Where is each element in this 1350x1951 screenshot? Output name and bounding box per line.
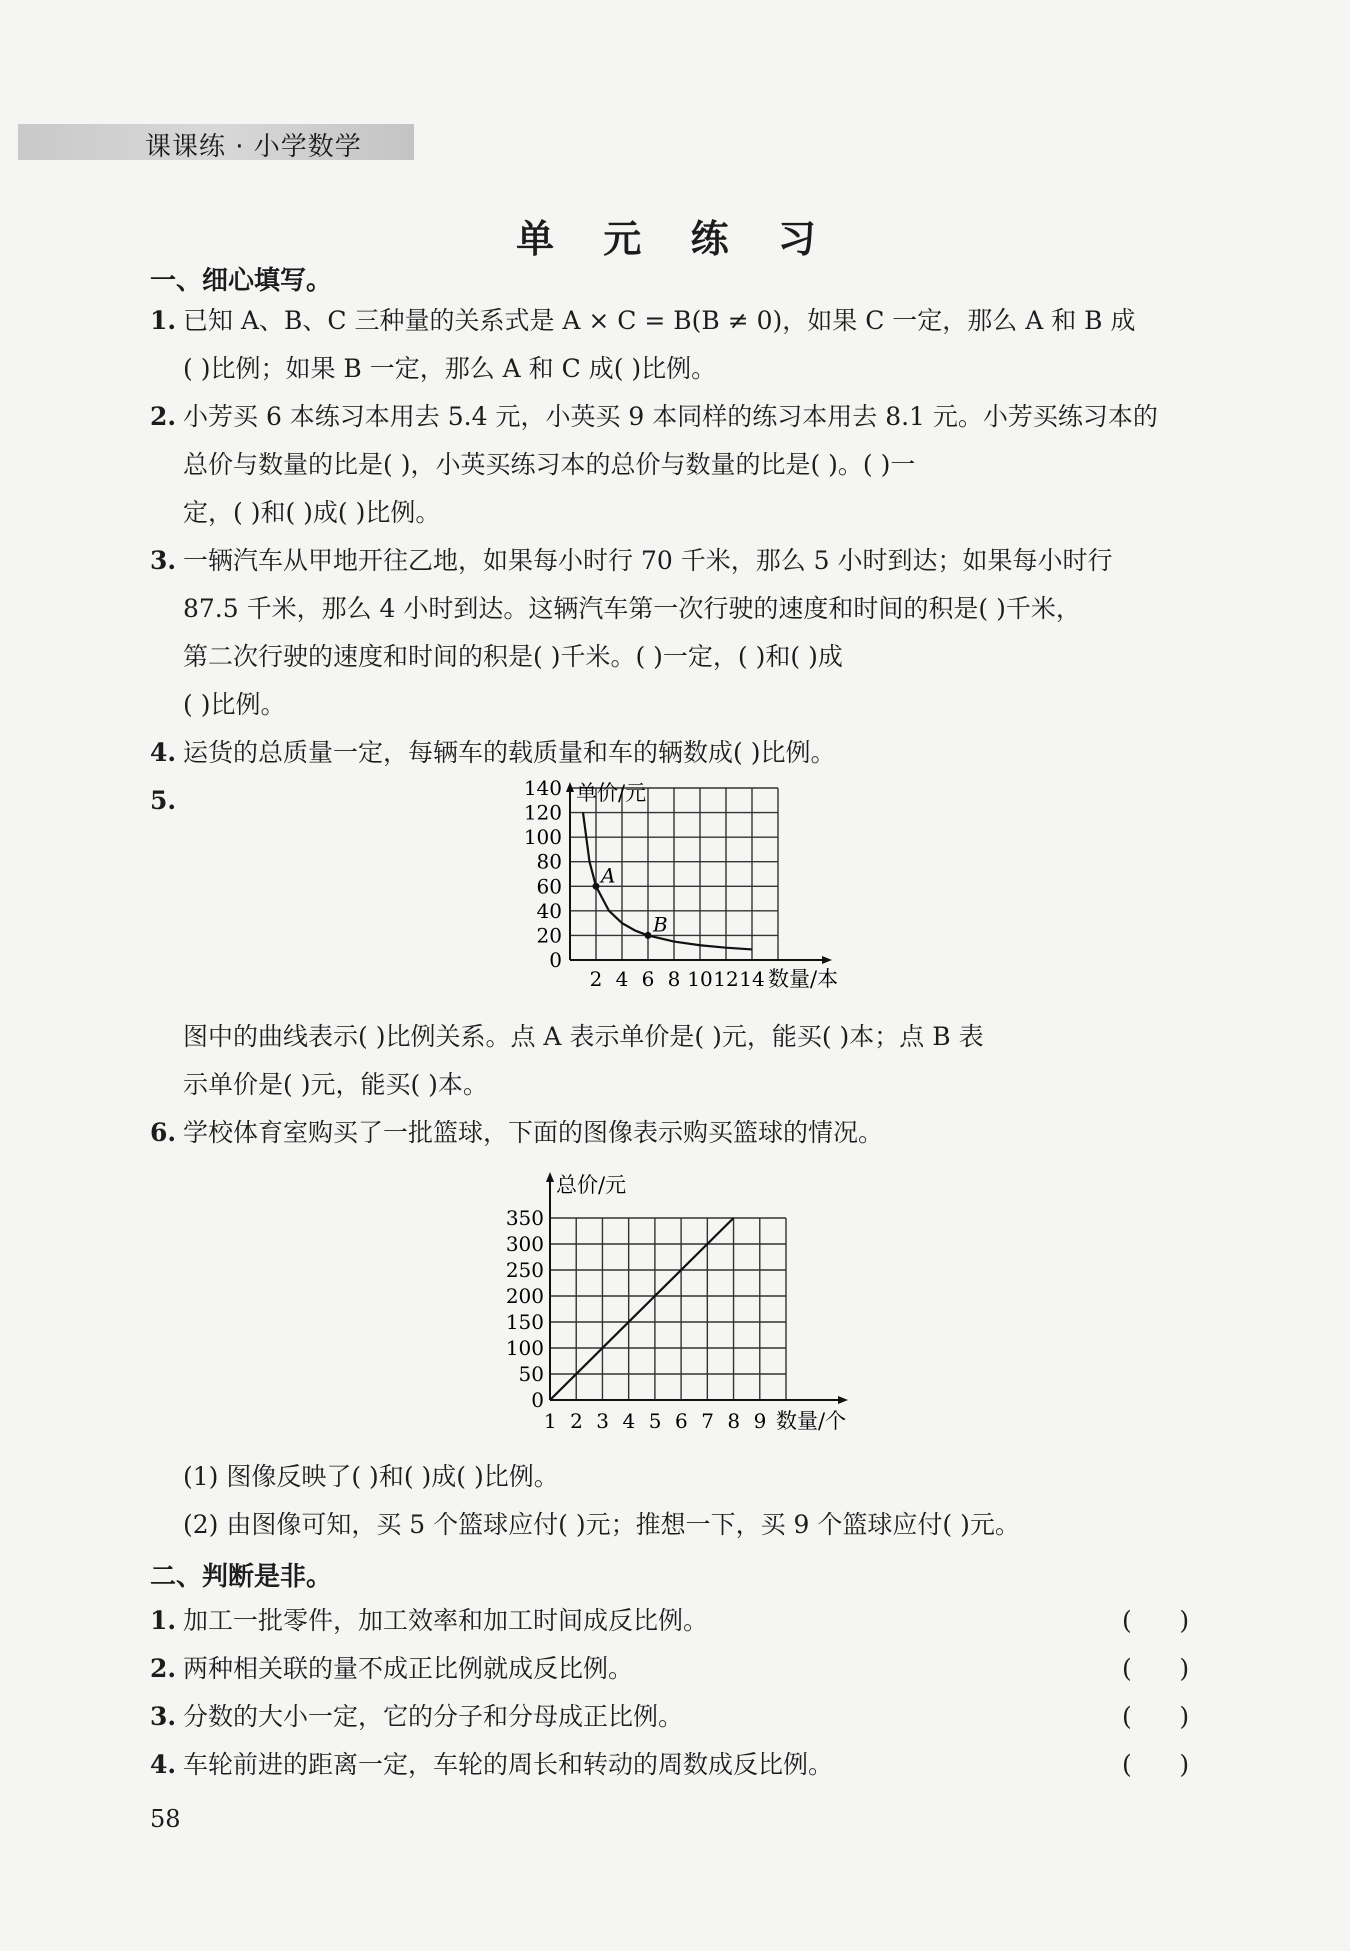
question-subtext: (2) 由图像可知，买 5 个篮球应付( )元；推想一下，买 9 个篮球应付( )元。 — [183, 1510, 1020, 1539]
y-axis-label: 总价/元 — [556, 1173, 627, 1197]
question-text: 学校体育室购买了一批篮球，下面的图像表示购买篮球的情况。 — [183, 1118, 884, 1147]
y-tick-label: 0 — [549, 948, 562, 972]
chart-unit-price — [500, 780, 880, 1000]
question-number: 4. — [150, 738, 177, 767]
y-tick-label: 80 — [536, 849, 562, 874]
question-text: 87.5 千米，那么 4 小时到达。这辆汽车第一次行驶的速度和时间的积是( )千米， — [183, 594, 1081, 623]
x-tick-label: 3 — [596, 1409, 610, 1433]
question-subtext: (1) 图像反映了( )和( )成( )比例。 — [183, 1462, 559, 1491]
y-tick-label: 120 — [523, 800, 562, 825]
judge-number: 1. — [150, 1606, 177, 1635]
chart-total-price — [490, 1168, 890, 1438]
x-axis-arrow — [838, 1396, 848, 1404]
x-tick-label: 8 — [727, 1409, 741, 1433]
question-text: 第二次行驶的速度和时间的积是( )千米。( )一定，( )和( )成 — [183, 642, 843, 671]
y-axis-arrow — [546, 1172, 554, 1182]
point-label: B — [653, 912, 668, 937]
question-text: 图中的曲线表示( )比例关系。点 A 表示单价是( )元，能买( )本；点 B 表 — [183, 1022, 984, 1051]
judge-answer-blank: ( ) — [1122, 1750, 1190, 1779]
x-tick-label: 10 — [687, 967, 713, 991]
y-axis-label: 单价/元 — [576, 781, 647, 805]
y-tick-label: 140 — [523, 780, 562, 800]
x-axis-label: 数量/个 — [776, 1409, 847, 1433]
question-text: ( )比例；如果 B 一定，那么 A 和 C 成( )比例。 — [183, 354, 717, 383]
x-tick-label: 4 — [615, 967, 629, 991]
question-text: 总价与数量的比是( )，小英买练习本的总价与数量的比是( )。( )一 — [183, 450, 916, 479]
y-tick-label: 250 — [505, 1258, 544, 1282]
judge-text: 分数的大小一定，它的分子和分母成正比例。 — [183, 1702, 684, 1731]
x-tick-label: 14 — [739, 967, 765, 991]
y-tick-label: 50 — [518, 1362, 544, 1386]
question-text: 小芳买 6 本练习本用去 5.4 元，小英买 9 本同样的练习本用去 8.1 元。小芳买练习本的 — [183, 402, 1158, 431]
judge-answer-blank: ( ) — [1122, 1702, 1190, 1731]
x-axis-arrow — [822, 956, 832, 964]
question-number: 2. — [150, 402, 177, 431]
y-tick-label: 300 — [505, 1232, 544, 1256]
question-text: ( )比例。 — [183, 690, 286, 719]
judge-text: 车轮前进的距离一定，车轮的周长和转动的周数成反比例。 — [183, 1750, 834, 1779]
y-tick-label: 20 — [536, 923, 562, 948]
direct-line — [550, 1218, 734, 1400]
y-tick-label: 150 — [505, 1310, 544, 1334]
question-number: 6. — [150, 1118, 177, 1147]
question-text: 定，( )和( )成( )比例。 — [183, 498, 441, 527]
x-axis-label: 数量/本 — [768, 967, 839, 991]
question-number: 1. — [150, 306, 177, 335]
y-tick-label: 0 — [531, 1388, 544, 1412]
question-number: 5. — [150, 786, 177, 815]
x-tick-label: 1 — [543, 1409, 557, 1433]
page-number: 58 — [150, 1805, 181, 1833]
judge-number: 3. — [150, 1702, 177, 1731]
section-heading-judge: 二、判断是非。 — [150, 1562, 333, 1592]
y-tick-label: 100 — [505, 1336, 544, 1360]
book-header: 课课练 · 小学数学 — [145, 132, 362, 162]
y-tick-label: 40 — [536, 898, 562, 923]
judge-number: 2. — [150, 1654, 177, 1683]
point-B — [645, 932, 652, 939]
x-tick-label: 6 — [674, 1409, 688, 1433]
judge-text: 加工一批零件，加工效率和加工时间成反比例。 — [183, 1606, 709, 1635]
page-title: 单 元 练 习 — [516, 217, 834, 261]
section-heading-fill: 一、细心填写。 — [150, 266, 333, 296]
x-tick-label: 9 — [753, 1409, 767, 1433]
x-tick-label: 7 — [701, 1409, 714, 1433]
x-tick-label: 2 — [570, 1409, 583, 1433]
question-text: 运货的总质量一定，每辆车的载质量和车的辆数成( )比例。 — [183, 738, 836, 767]
question-number: 3. — [150, 546, 177, 575]
y-tick-label: 60 — [536, 874, 562, 899]
x-tick-label: 6 — [641, 967, 655, 991]
x-tick-label: 2 — [589, 967, 603, 991]
question-text: 一辆汽车从甲地开往乙地，如果每小时行 70 千米，那么 5 小时到达；如果每小时行 — [183, 546, 1113, 575]
y-tick-label: 350 — [505, 1206, 544, 1230]
x-tick-label: 5 — [648, 1409, 662, 1433]
point-label: A — [601, 863, 616, 888]
y-tick-label: 200 — [505, 1284, 544, 1308]
y-tick-label: 100 — [523, 825, 562, 850]
x-tick-label: 12 — [713, 967, 739, 991]
judge-answer-blank: ( ) — [1122, 1654, 1190, 1683]
y-axis-arrow — [566, 782, 574, 792]
point-A — [593, 883, 600, 890]
x-tick-label: 4 — [622, 1409, 636, 1433]
judge-answer-blank: ( ) — [1122, 1606, 1190, 1635]
x-tick-label: 8 — [667, 967, 681, 991]
question-text: 示单价是( )元，能买( )本。 — [183, 1070, 488, 1099]
judge-text: 两种相关联的量不成正比例就成反比例。 — [183, 1654, 634, 1683]
judge-number: 4. — [150, 1750, 177, 1779]
question-text: 已知 A、B、C 三种量的关系式是 A × C = B(B ≠ 0)，如果 C 一定，那么 A 和 B 成 — [183, 306, 1136, 335]
